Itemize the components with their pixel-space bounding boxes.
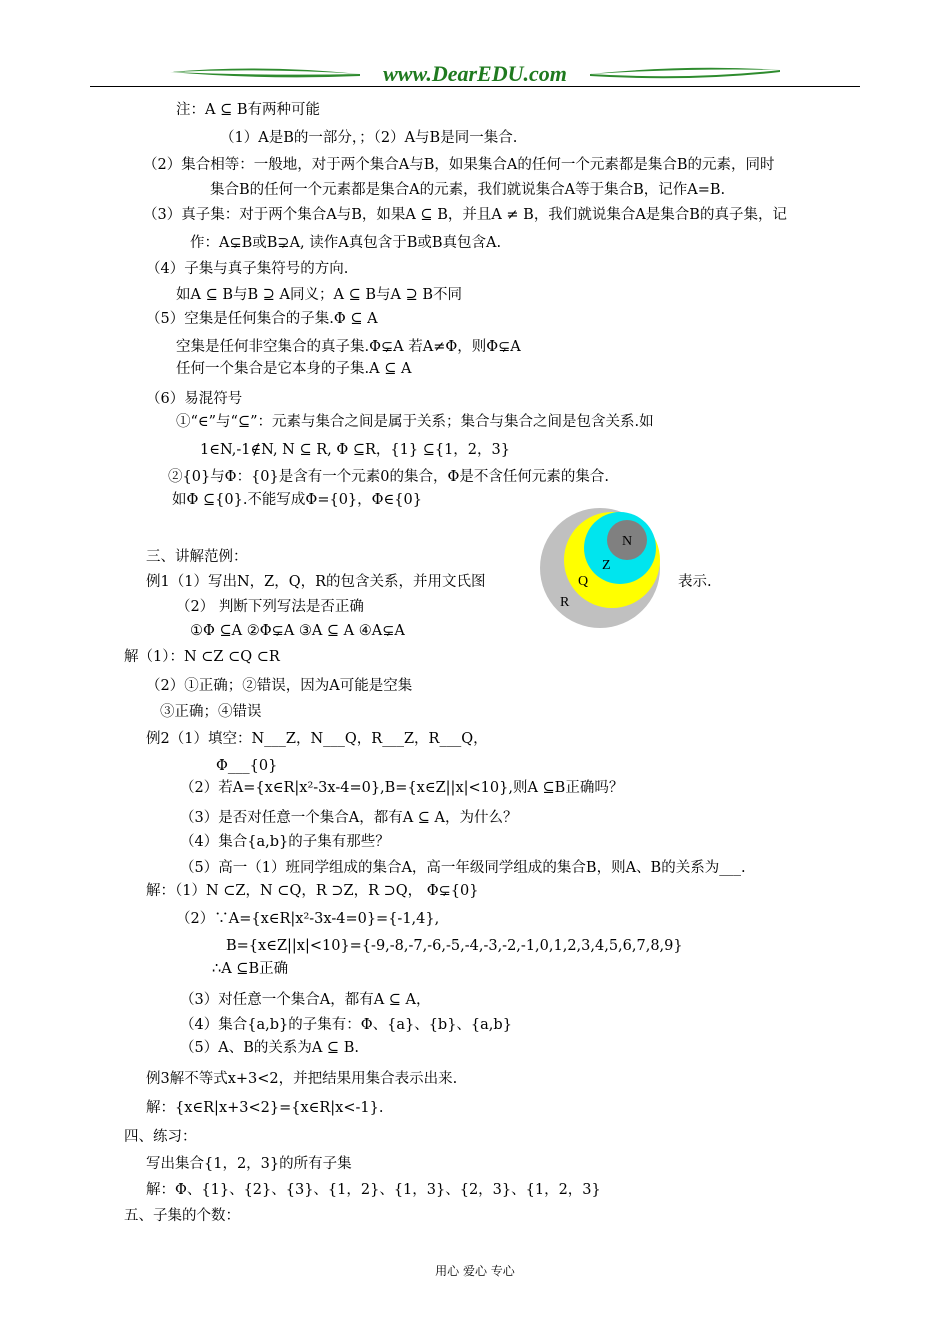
text-line: 写出集合{1，2，3}的所有子集 xyxy=(146,1156,352,1172)
text-line: 任何一个集合是它本身的子集.A ⊆ A xyxy=(176,361,412,377)
header-logo-banner xyxy=(170,62,780,86)
text-line: 解：Φ、{1}、{2}、{3}、{1，2}、{1，3}、{2，3}、{1，2，3} xyxy=(146,1182,601,1198)
text-line: 集合B的任何一个元素都是集合A的元素，我们就说集合A等于集合B，记作A=B. xyxy=(210,182,726,198)
text-line: 解：{x∈R|x+3<2}={x∈R|x<-1}. xyxy=(146,1100,384,1116)
text-line: 如Φ ⊆{0}.不能写成Φ={0}，Φ∈{0} xyxy=(172,492,422,508)
text-line: 四、练习： xyxy=(124,1129,197,1145)
text-line: 解：（1）N ⊂Z，N ⊂Q，R ⊃Z，R ⊃Q， Φ⊊{0} xyxy=(146,883,479,899)
page-footer: 用心 爱心 专心 xyxy=(435,1264,515,1278)
text-line: 三、讲解范例： xyxy=(146,549,248,565)
text-line: （4）集合{a,b}的子集有：Φ、{a}、{b}、{a,b} xyxy=(180,1017,512,1033)
text-line: 作：A⊊B或B⊋A, 读作A真包含于B或B真包含A. xyxy=(190,235,502,251)
site-name: www.DearEDU.com xyxy=(383,62,567,86)
text-line: （3）真子集：对于两个集合A与B，如果A ⊆ B，并且A ≠ B，我们就说集合A是集合B的真子集，记 xyxy=(143,207,787,223)
text-line: （2）若A={x∈R|x²-3x-4=0},B={x∈Z||x|<10},则A ⊆B正确吗？ xyxy=(180,780,624,796)
text-line: ∴A ⊆B正确 xyxy=(212,961,289,977)
text-line: （3）是否对任意一个集合A，都有A ⊆ A，为什么？ xyxy=(180,810,518,826)
text-line: ②{0}与Φ：{0}是含有一个元素0的集合，Φ是不含任何元素的集合. xyxy=(168,469,609,485)
venn-label-r: R xyxy=(560,595,570,610)
text-line: 解（1）：N ⊂Z ⊂Q ⊂R xyxy=(124,649,280,665)
text-line: 例3解不等式x+3<2，并把结果用集合表示出来. xyxy=(146,1071,458,1087)
header-rule xyxy=(90,86,860,87)
text-line: ③正确；④错误 xyxy=(160,704,262,720)
text-line: 1∈N,-1∉N, N ⊆ R, Φ ⊆R，{1} ⊆{1，2，3} xyxy=(200,442,510,458)
text-line: （3）对任意一个集合A，都有A ⊆ A， xyxy=(180,992,431,1008)
text-line: （5）高一（1）班同学组成的集合A，高一年级同学组成的集合B，则A、B的关系为___. xyxy=(180,860,746,876)
text-line: （4）集合{a,b}的子集有那些？ xyxy=(180,834,390,850)
text-line: ①“∈”与“⊆”：元素与集合之间是属于关系；集合与集合之间是包含关系.如 xyxy=(176,414,654,430)
text-line: 五、子集的个数： xyxy=(124,1208,240,1224)
text-line: 注：A ⊆ B有两种可能 xyxy=(176,102,320,118)
text-line: （2） 判断下列写法是否正确 xyxy=(176,599,364,615)
venn-label-q: Q xyxy=(578,574,589,589)
text-line: ①Φ ⊆A ②Φ⊊A ③A ⊆ A ④A⊊A xyxy=(190,623,405,639)
text-line: Φ___{0} xyxy=(216,758,278,774)
venn-diagram xyxy=(538,508,662,628)
text-line: 表示. xyxy=(678,574,712,590)
text-line: 如A ⊆ B与B ⊇ A同义；A ⊆ B与A ⊇ B不同 xyxy=(176,287,462,303)
text-line: B={x∈Z||x|<10}={-9,-8,-7,-6,-5,-4,-3,-2,-1,0,1,2,3,4,5,6,7,8,9} xyxy=(226,938,683,954)
left-swoosh-tail xyxy=(170,72,360,77)
text-line: （2）∵A={x∈R|x²-3x-4=0}={-1,4}, xyxy=(176,911,440,927)
text-line: （2）①正确；②错误，因为A可能是空集 xyxy=(146,678,413,694)
venn-label-z: Z xyxy=(602,558,611,573)
text-line: （5）A、B的关系为A ⊆ B. xyxy=(180,1040,359,1056)
logo-swoosh-graphic xyxy=(170,62,780,86)
text-line: （2）集合相等：一般地，对于两个集合A与B，如果集合A的任何一个元素都是集合B的元素，同时 xyxy=(143,157,775,173)
right-swoosh-tail xyxy=(590,70,780,78)
text-line: （1）A是B的一部分，；（2）A与B是同一集合. xyxy=(220,130,518,146)
text-line: 例1（1）写出N，Z，Q，R的包含关系，并用文氏图 xyxy=(146,574,486,590)
text-line: 空集是任何非空集合的真子集.Φ⊊A 若A≠Φ，则Φ⊊A xyxy=(176,339,521,355)
text-line: （5）空集是任何集合的子集.Φ ⊆ A xyxy=(146,311,378,327)
text-line: （6）易混符号 xyxy=(146,391,243,407)
venn-label-n: N xyxy=(622,534,633,549)
text-line: （4）子集与真子集符号的方向. xyxy=(146,261,349,277)
text-line: 例2（1）填空：N___Z，N___Q，R___Z，R___Q， xyxy=(146,731,488,747)
